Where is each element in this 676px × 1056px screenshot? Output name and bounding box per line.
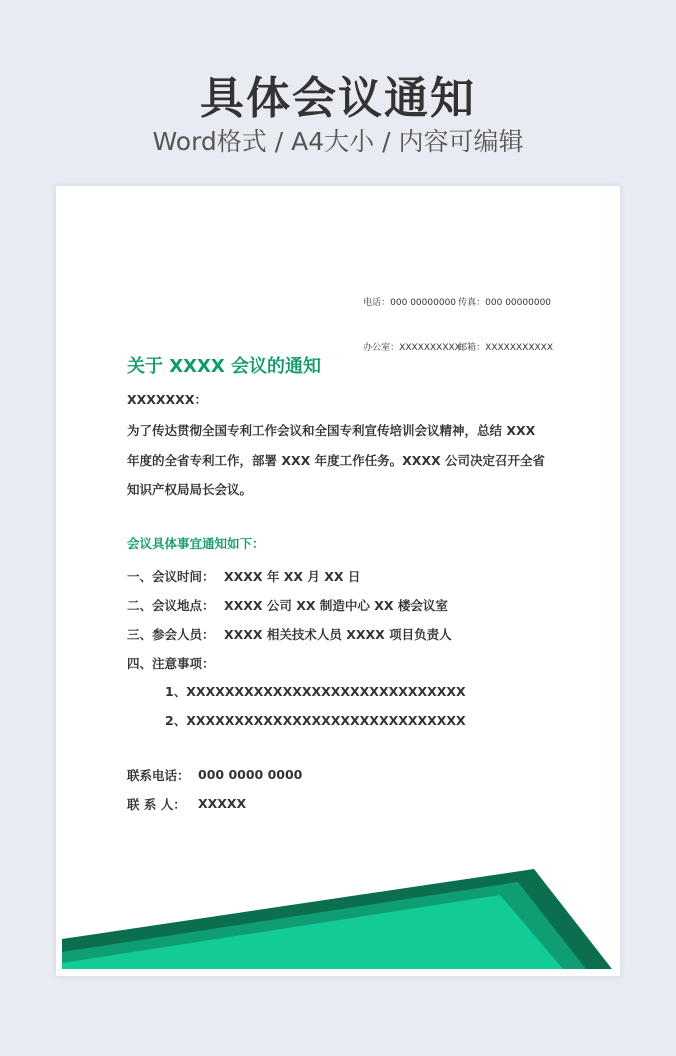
decorative-footer-shape <box>56 186 620 976</box>
contact-phone-value: 000 0000 0000 <box>198 767 303 782</box>
document-title: 关于 XXXX 会议的通知 <box>127 356 322 377</box>
fax-text: 传真：000 00000000 <box>458 298 552 308</box>
page-title: 具体会议通知 <box>200 73 476 124</box>
detail-label: 二、会议地点： <box>127 597 215 613</box>
addressee: XXXXXXX： <box>127 392 207 407</box>
phone-text: 电话：000 00000000 <box>363 298 457 308</box>
email-text: 邮箱：XXXXXXXXXXX <box>458 343 553 353</box>
contact-person-label: 联 系 人： <box>127 796 186 812</box>
body-line: 知识产权局局长会议。 <box>127 482 253 497</box>
body-line: 年度的全省专利工作，部署 XXX 年度工作任务。XXXX 公司决定召开全省 <box>127 452 546 468</box>
detail-value: XXXX 公司 XX 制造中心 XX 楼会议室 <box>224 597 448 613</box>
detail-label: 三、参会人员： <box>127 626 215 642</box>
detail-label: 一、会议时间： <box>127 568 215 584</box>
detail-label: 四、注意事项： <box>127 655 215 671</box>
body-line: 为了传达贯彻全国专利工作会议和全国专利宣传培训会议精神，总结 XXX <box>127 423 536 438</box>
contact-person-value: XXXXX <box>198 796 247 811</box>
office-text: 办公室：XXXXXXXXXX <box>363 343 461 353</box>
document-page <box>56 186 620 976</box>
note-item: 1、XXXXXXXXXXXXXXXXXXXXXXXXXXXXX <box>165 684 466 700</box>
note-item: 2、XXXXXXXXXXXXXXXXXXXXXXXXXXXXX <box>165 712 466 728</box>
section-title: 会议具体事宜通知如下： <box>127 536 265 551</box>
detail-value: XXXX 相关技术人员 XXXX 项目负责人 <box>224 626 452 642</box>
page-subtitle: Word格式 / A4大小 / 内容可编辑 <box>152 127 524 156</box>
detail-value: XXXX 年 XX 月 XX 日 <box>224 568 361 584</box>
contact-phone-label: 联系电话： <box>127 767 190 783</box>
